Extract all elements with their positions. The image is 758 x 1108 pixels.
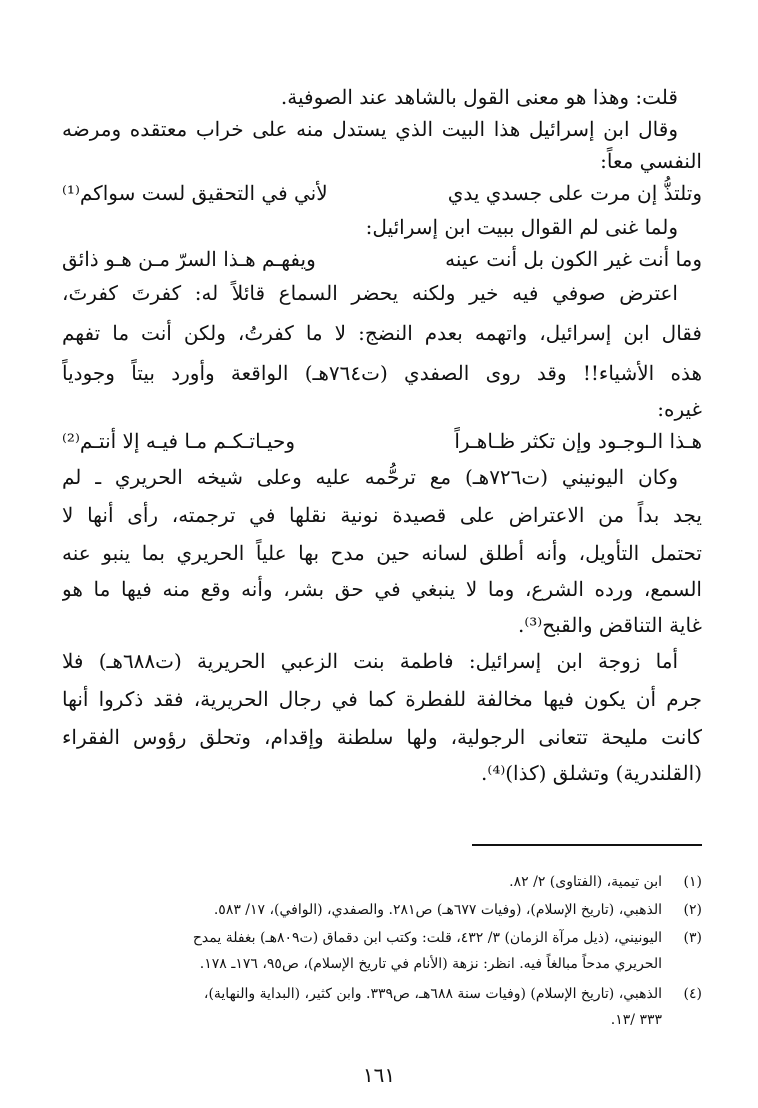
footnote (62, 982, 702, 1008)
text-line: وكان اليونيني (ت٧٢٦هـ) مع ترحُّمه عليه وعلى شيخه الحريري ـ لم (62, 465, 678, 489)
footnote-text: الذهبي، (تاريخ الإسلام) (وفيات سنة ٦٨٨هـ، ص٣٣٩. وابن كثير، (البداية والنهاية)، (203, 986, 662, 1002)
footnote-number: (٢) (683, 902, 702, 918)
text-line: وقال ابن إسرائيل هذا البيت الذي يستدل منه على خراب معتقده ومرضه (62, 117, 678, 141)
text-line: كانت مليحة تتعانى الرجولية، ولها سلطنة وإقدام، وتحلق رؤوس الفقراء (62, 725, 702, 749)
footnote-number: (٣) (683, 930, 702, 946)
verse-hemistich: ويفهـم هـذا السرّ مـن هـو ذائق (62, 247, 316, 271)
verse-line (62, 178, 702, 210)
page-number: ١٦١ (362, 1063, 396, 1087)
footnote-text: اليونيني، (ذيل مرآة الزمان) ٣/ ٤٣٢، قلت: وكتب ابن دقماق (ت٨٠٩هـ) بغفلة يمدح (192, 930, 662, 946)
footnote-number: (٤) (683, 986, 702, 1002)
verse-line (62, 244, 702, 276)
text-line: اعترض صوفي فيه خير ولكنه يحضر السماع قائلاً له: كفرتَ كفرتَ، (62, 281, 678, 305)
verse-hemistich: وحيـاتـكـم مـا فيـه إلا أنتـم⁽²⁾ (62, 429, 296, 453)
text-line: فقال ابن إسرائيل، واتهمه بعدم النضج: لا ما كفرتُ، ولكن أنت ما تفهم (62, 321, 702, 345)
verse-hemistich: هـذا الـوجـود وإن تكثر ظـاهـراً (454, 429, 702, 453)
footnote-text: ٣٣٣ /١٣. (610, 1012, 662, 1028)
text-line: غيره: (657, 397, 702, 421)
footnote-number: (١) (683, 874, 702, 890)
text-line: النفسي معاً: (600, 149, 702, 173)
footnote (62, 870, 702, 896)
text-line: جرم أن يكون فيها مخالفة للفطرة كما في رجال الحريرية، فقد ذكروا أنها (62, 687, 702, 711)
footnote (62, 898, 702, 924)
text-line: غاية التناقض والقبح⁽³⁾. (517, 613, 702, 637)
footnote-text: الحريري مدحاً مبالغاً فيه. انظر: نزهة (الأنام في تاريخ الإسلام)، ص٩٥، ١٧٦ـ ١٧٨. (199, 956, 662, 972)
verse-hemistich: وما أنت غير الكون بل أنت عينه (445, 247, 702, 271)
footnote-text: الذهبي، (تاريخ الإسلام)، (وفيات ٦٧٧هـ) ص٢٨١. والصفدي، (الوافي)، ١٧/ ٥٨٣. (213, 902, 662, 918)
text-line: ولما غنى لم القوال ببيت ابن إسرائيل: (365, 215, 678, 239)
page-body (62, 78, 702, 1078)
verse-hemistich: وتلتذُّ إن مرت على جسدي يدي (447, 181, 702, 205)
text-line: تحتمل التأويل، وأنه أطلق لسانه حين مدح بها علياً الحريري بما ينبو عنه (62, 541, 702, 565)
footnote-separator (472, 844, 702, 846)
verse-line (62, 426, 702, 458)
text-line: هذه الأشياء!! وقد روى الصفدي (ت٧٦٤هـ) الواقعة وأورد بيتاً وجودياً (62, 361, 702, 385)
text-line: يجد بداً من الاعتراض على قصيدة نونية نقلها في ترجمته، رأى أنها لا (62, 503, 702, 527)
footnote-text: ابن تيمية، (الفتاوى) ٢/ ٨٢. (509, 874, 662, 890)
footnote-continuation (62, 1008, 702, 1034)
verse-hemistich: لأني في التحقيق لست سواكم⁽¹⁾ (62, 181, 328, 205)
text-line: أما زوجة ابن إسرائيل: فاطمة بنت الزعبي الحريرية (ت٦٨٨هـ) فلا (62, 649, 679, 673)
text-line: (القلندرية) وتشلق (كذا)⁽⁴⁾. (481, 761, 702, 785)
text-line: قلت: وهذا هو معنى القول بالشاهد عند الصوفية. (280, 85, 678, 109)
footnote-continuation (62, 952, 702, 978)
text-line: السمع، ورده الشرع، وما لا ينبغي في حق بشر، وأنه وقع منه فيها ما هو (62, 577, 702, 601)
footnote (62, 926, 702, 952)
